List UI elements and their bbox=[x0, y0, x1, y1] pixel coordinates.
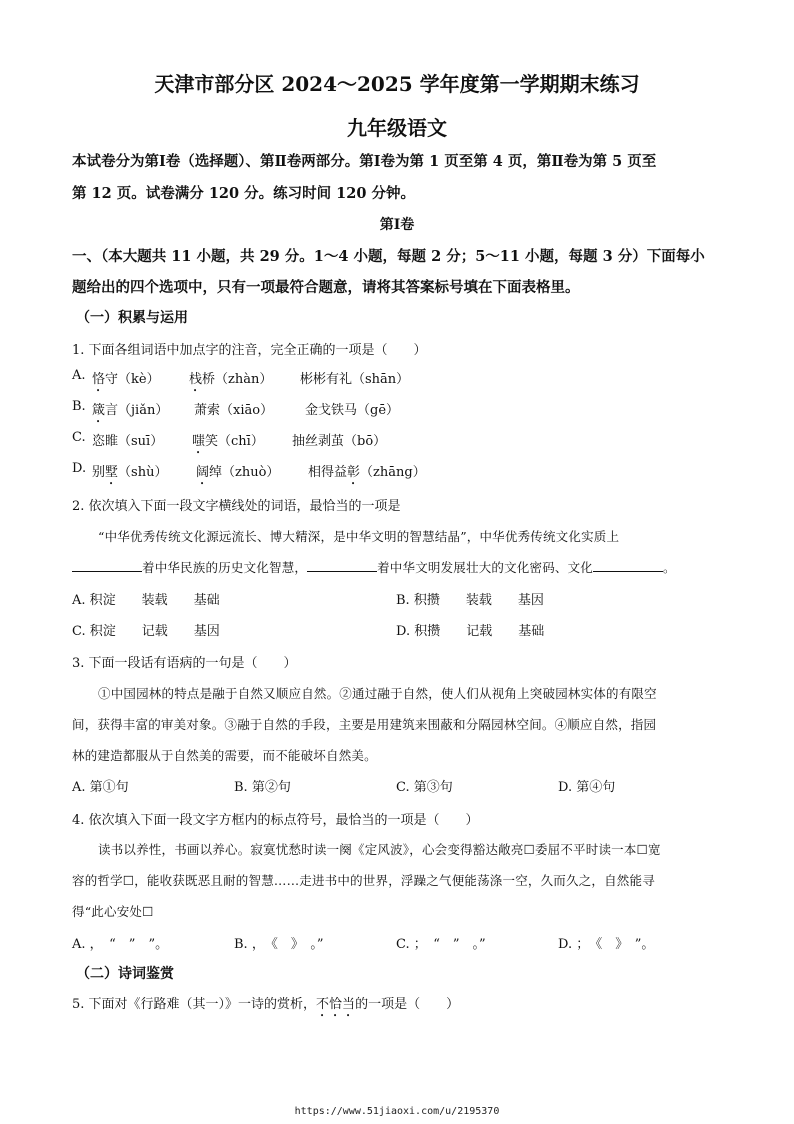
q3-stem: 3. 下面一段话有语病的一句是（ ） bbox=[72, 656, 297, 671]
q1-b-word2: 萧索（xiāo） bbox=[194, 403, 274, 418]
q2-passage-line-1: “中华优秀传统文化源远流长、博大精深，是中华文明的智慧结晶”，中华优秀传统文化实质上 bbox=[98, 529, 620, 544]
q1-d-word2: 阔绰（zhuò） bbox=[196, 465, 280, 480]
volume-heading: 第Ⅰ卷 bbox=[379, 217, 415, 233]
q2-passage-line-2: 着中华民族的历史文化智慧， 着中华文明发展壮大的文化密码、文化 。 bbox=[72, 558, 676, 576]
q2-option-a: A. 积淀 装载 基础 bbox=[72, 593, 220, 608]
exam-title: 天津市部分区 2024～2025 学年度第一学期期末练习 bbox=[154, 72, 640, 96]
q4-option-b: B. ， 《 》 。” bbox=[234, 937, 324, 952]
q2-stem: 2. 依次填入下面一段文字横线处的词语，最恰当的一项是 bbox=[72, 499, 401, 514]
q3-passage-line-1: ①中国园林的特点是融于自然又顺应自然。②通过融于自然，使人们从视角上突破园林实体的有限空 bbox=[98, 686, 657, 701]
q2-option-d: D. 积攒 记载 基础 bbox=[396, 624, 545, 639]
q4-passage-line-3: 得“此心安处☐ bbox=[72, 904, 154, 919]
intro-line-1: 本试卷分为第Ⅰ卷（选择题）、第Ⅱ卷两部分。第Ⅰ卷为第 1 页至第 4 页，第Ⅱ卷为第 5 页至 bbox=[72, 153, 657, 170]
q4-option-d: D. ； 《 》 ”。 bbox=[558, 937, 655, 952]
footer-url: https://www.51jiaoxi.com/u/2195370 bbox=[294, 1106, 500, 1117]
q4-stem: 4. 依次填入下面一段文字方框内的标点符号，最恰当的一项是（ ） bbox=[72, 813, 479, 828]
q3-passage-line-3: 林的建造都服从于自然美的需要，而不能破坏自然美。 bbox=[72, 748, 377, 763]
q3-option-c: C. 第③句 bbox=[396, 780, 453, 795]
section-heading-accumulation: （一）积累与运用 bbox=[76, 310, 188, 326]
q4-passage-line-1: 读书以养性，书画以养心。寂寞忧愁时读一阕《定风波》，心会变得豁达敞亮☐委屈不平时读一本☐宽 bbox=[98, 842, 661, 857]
q3-option-a: A. 第①句 bbox=[72, 780, 129, 795]
q5-emphasis: 不恰当 bbox=[316, 997, 356, 1012]
intro-line-2: 第 12 页。试卷满分 120 分。练习时间 120 分钟。 bbox=[72, 185, 415, 202]
q1-option-d: D. 别墅（shù） 阔绰（zhuò） 相得益彰（zhāng） bbox=[72, 461, 86, 476]
q5-stem: 5. 下面对《行路难（其一）》一诗的赏析，不恰当的一项是（ ） bbox=[72, 997, 460, 1012]
q1-option-b: B. 箴言（jiǎn） 萧索（xiāo） 金戈铁马（gē） bbox=[72, 399, 86, 414]
q1-a-word1: 恪守（kè） bbox=[92, 372, 160, 387]
q2-option-b: B. 积攒 装载 基因 bbox=[396, 593, 544, 608]
q1-c-word1: 恣睢（suī） bbox=[92, 434, 164, 449]
q2-option-c: C. 积淀 记载 基因 bbox=[72, 624, 220, 639]
q4-option-a: A. ， “ ” ”。 bbox=[72, 937, 169, 952]
q1-b-word3: 金戈铁马（gē） bbox=[305, 403, 400, 418]
section-heading-poetry: （二）诗词鉴赏 bbox=[76, 966, 174, 982]
q1-c-word2: 嗤笑（chī） bbox=[192, 434, 264, 449]
q2-blank-3 bbox=[593, 561, 663, 572]
q3-passage-line-2: 间，获得丰富的审美对象。③融于自然的手段，主要是用建筑来围蔽和分隔园林空间。④顺应自然，指园 bbox=[72, 717, 657, 732]
q1-d-word1: 别墅（shù） bbox=[92, 465, 168, 480]
exam-subtitle: 九年级语文 bbox=[347, 116, 447, 140]
q4-passage-line-2: 容的哲学☐，能收获既恶且耐的智慧……走进书中的世界，浮躁之气便能荡涤一空，久而久之，自然能寻 bbox=[72, 873, 655, 888]
q1-c-word3: 抽丝剥茧（bō） bbox=[292, 434, 387, 449]
q2-blank-2 bbox=[307, 561, 377, 572]
q2-blank-1 bbox=[72, 561, 142, 572]
q1-a-word2: 栈桥（zhàn） bbox=[189, 372, 273, 387]
q1-option-c: C. 恣睢（suī） 嗤笑（chī） 抽丝剥茧（bō） bbox=[72, 430, 86, 445]
q3-option-b: B. 第②句 bbox=[234, 780, 291, 795]
q4-option-c: C. ； “ ” 。” bbox=[396, 937, 486, 952]
q1-a-word3: 彬彬有礼（shān） bbox=[300, 372, 410, 387]
q1-option-a: A. 恪守（kè） 栈桥（zhàn） 彬彬有礼（shān） bbox=[72, 368, 86, 383]
q3-option-d: D. 第④句 bbox=[558, 780, 616, 795]
part1-instruction-2: 题给出的四个选项中，只有一项最符合题意，请将其答案标号填在下面表格里。 bbox=[72, 279, 580, 296]
q1-b-word1: 箴言（jiǎn） bbox=[92, 403, 169, 418]
q1-stem: 1. 下面各组词语中加点字的注音，完全正确的一项是（ ） bbox=[72, 343, 427, 358]
q1-d-word3: 相得益彰（zhāng） bbox=[308, 465, 426, 480]
part1-instruction-1: 一、（本大题共 11 小题，共 29 分。1～4 小题，每题 2 分；5～11 小题，每题 3 分）下面每小 bbox=[72, 248, 705, 265]
